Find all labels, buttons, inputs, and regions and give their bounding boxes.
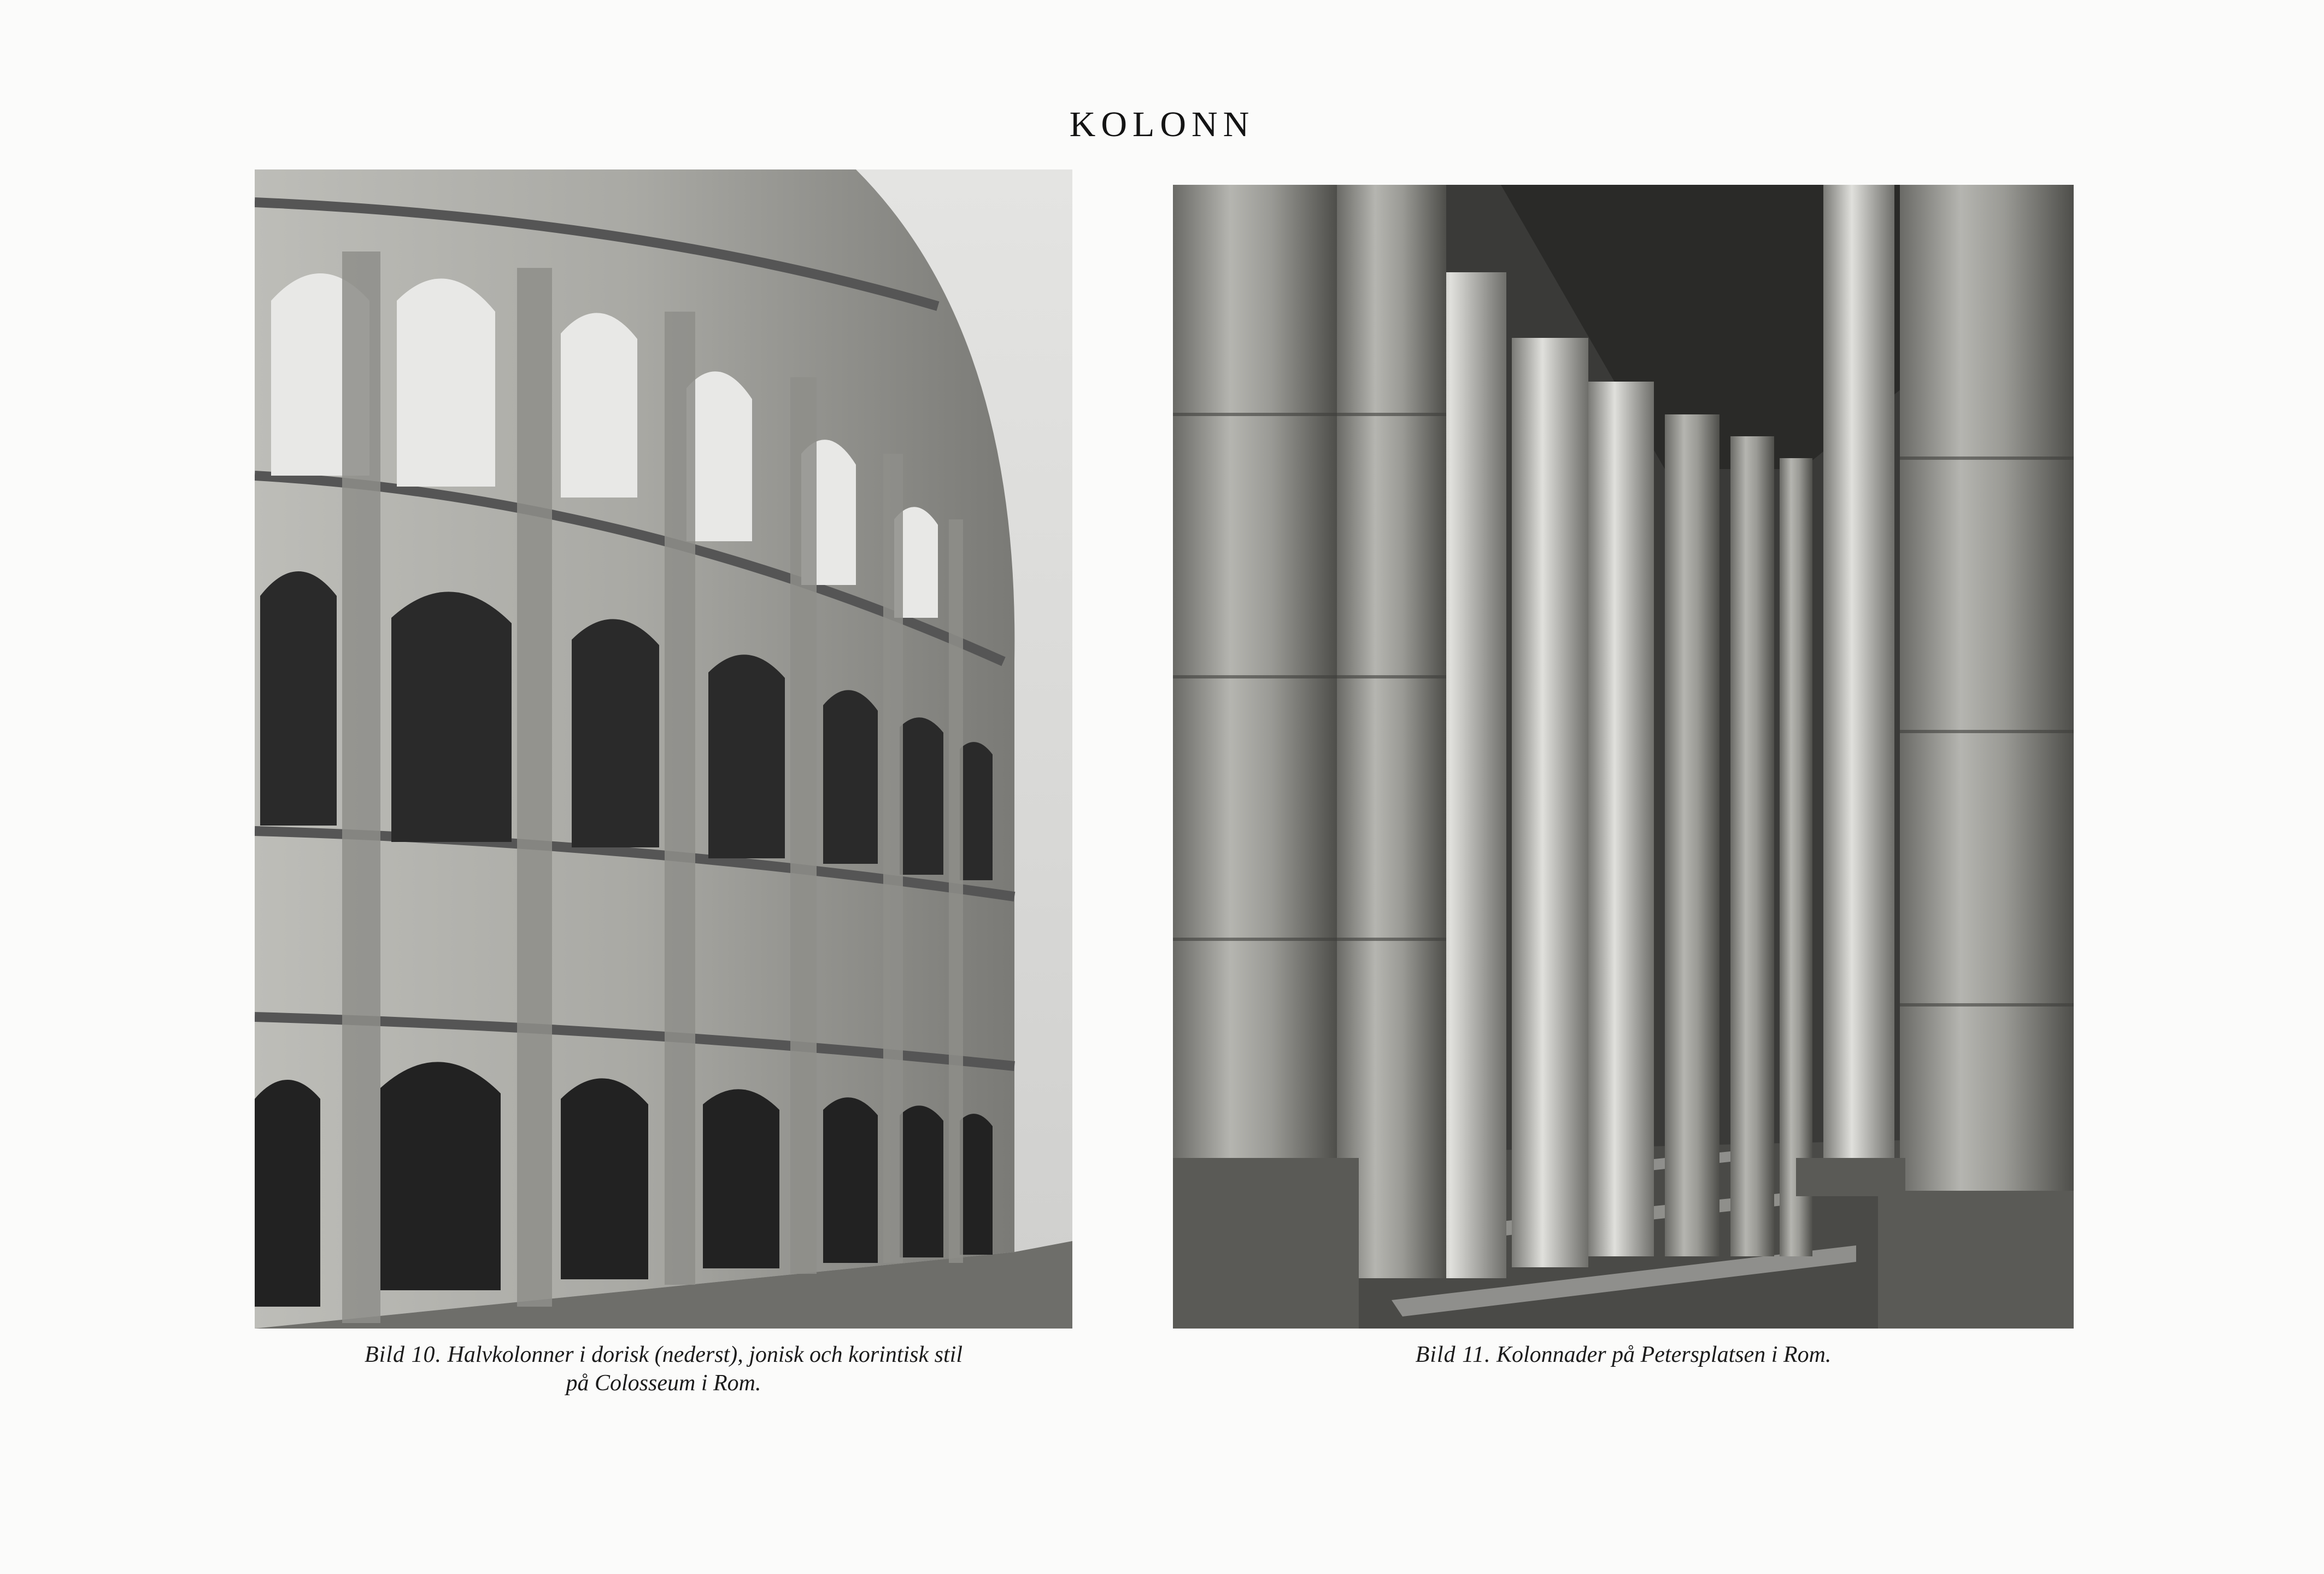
caption-10-text: Halvkolonner i dorisk (nederst), jonisk och korintisk stil xyxy=(447,1342,963,1367)
colonnade-illustration xyxy=(1173,185,2074,1329)
colosseum-photo xyxy=(255,169,1072,1329)
figure-caption-10 xyxy=(255,1341,1072,1397)
caption-11-text: Kolonnader på Petersplatsen i Rom. xyxy=(1496,1342,1832,1367)
colonnade-photo xyxy=(1173,185,2074,1329)
colosseum-illustration xyxy=(255,169,1072,1329)
figure-caption-11 xyxy=(1173,1341,2074,1369)
caption-10-line-1 xyxy=(255,1341,1072,1369)
caption-11-line-1 xyxy=(1173,1341,2074,1369)
caption-10-line-2: på Colosseum i Rom. xyxy=(566,1371,761,1396)
caption-10-label: Bild 10. xyxy=(364,1342,442,1367)
page-title: KOLONN xyxy=(1069,104,1255,144)
caption-11-label: Bild 11. xyxy=(1415,1342,1491,1367)
